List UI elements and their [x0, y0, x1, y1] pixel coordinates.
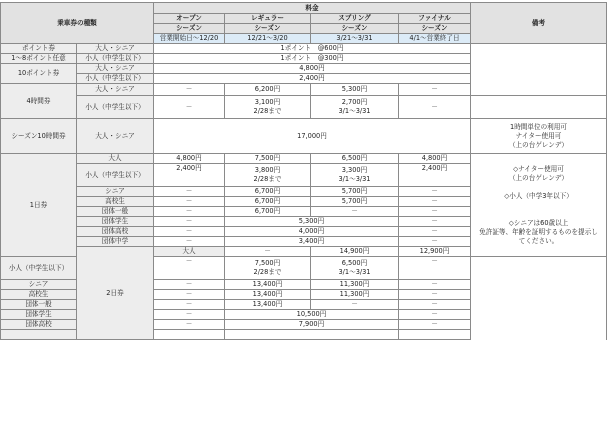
- header-remarks: 備考: [471, 3, 607, 44]
- point10-child-price: 2,400円: [154, 74, 471, 84]
- day1-adult-regular: 7,500円: [225, 154, 311, 164]
- hour4-child-final: －: [399, 96, 471, 119]
- day2-group-spring: －: [311, 300, 399, 310]
- day2-label: 2日券: [77, 247, 154, 340]
- hour4-child-regular-price: 3,100円: [254, 98, 281, 106]
- day2-group-high-label: 団体高校: [1, 320, 77, 330]
- point-remarks: [471, 44, 607, 96]
- point-adult-label: 大人・シニア: [77, 44, 154, 54]
- season-open-name: オープン: [154, 14, 225, 24]
- day2-cutoff-row: [1, 330, 77, 340]
- day1-note-3: ◇小人（中学3年以下）: [504, 191, 573, 200]
- point10-adult-price: 4,800円: [154, 64, 471, 74]
- season-final-dates: 4/1～営業終了日: [399, 34, 471, 44]
- day1-note-4: ◇シニアは60歳以上: [508, 218, 569, 227]
- season10h-price: 17,000円: [154, 119, 471, 154]
- day1-group-high-label: 団体高校: [77, 227, 154, 237]
- day2-group-open: －: [154, 300, 225, 310]
- hour4-adult-final: －: [399, 84, 471, 96]
- hour4-adult-spring: 5,300円: [311, 84, 399, 96]
- day2-adult-spring: 12,900円: [399, 247, 471, 257]
- hour4-label: 4時間券: [1, 84, 77, 119]
- day1-note-1: ◇ナイター使用可: [513, 164, 564, 173]
- header-ticket-type: 乗車券の種類: [1, 3, 154, 44]
- day1-note-2: （上の台ゲレンデ）: [508, 173, 569, 182]
- day2-group-high-open: －: [154, 320, 225, 330]
- point-adult-price: 1ポイント @600円: [154, 44, 471, 54]
- day1-group-label: 団体一般: [77, 207, 154, 217]
- day1-child-regular-price: 3,800円: [254, 166, 281, 174]
- point-child-label: 小人（中学生以下）: [77, 54, 154, 64]
- day2-child-spring: [311, 257, 399, 280]
- point10-child-label: 小人（中学生以下）: [77, 74, 154, 84]
- day1-high-regular: 6,700円: [225, 197, 311, 207]
- season-final-name: ファイナル: [399, 14, 471, 24]
- day1-child-spring-sub: 3/1～3/31: [338, 175, 371, 183]
- season-open-dates: 営業開始日～12/20: [154, 34, 225, 44]
- day1-group-final: －: [399, 207, 471, 217]
- day2-high-open: －: [154, 290, 225, 300]
- hour4-child-regular-sub: 2/28まで: [253, 107, 282, 115]
- hour4-child-spring: [311, 96, 399, 119]
- day1-group-high-price: 4,000円: [225, 227, 399, 237]
- day2-group-student-label: 団体学生: [1, 310, 77, 320]
- season10h-note-1: 1時間単位の利用可: [510, 122, 567, 131]
- day2-child-regular-sub: 2/28まで: [253, 268, 282, 276]
- season10h-note-3: （上の台ゲレンデ）: [508, 140, 569, 149]
- day1-group-high-final: －: [399, 227, 471, 237]
- season10h-note-2: ナイター使用可: [515, 131, 562, 140]
- point-label: ポイント券: [1, 44, 77, 54]
- day2-group-label: 団体一般: [1, 300, 77, 310]
- day2-adult-open: －: [225, 247, 311, 257]
- point10-remarks: [471, 96, 607, 119]
- day2-group-regular: 13,400円: [225, 300, 311, 310]
- day2-senior-label: シニア: [1, 280, 77, 290]
- header-price: 料金: [154, 3, 471, 14]
- day1-group-open: －: [154, 207, 225, 217]
- day1-senior-regular: 6,700円: [225, 187, 311, 197]
- season-spring-dates: 3/21～3/31: [311, 34, 399, 44]
- day1-group-student-final: －: [399, 217, 471, 227]
- day1-note-5: 免許証等、年齢を証明するものを提示し: [479, 227, 598, 236]
- day1-label: 1日券: [1, 154, 77, 257]
- hour4-adult-regular: 6,200円: [225, 84, 311, 96]
- day2-high-label: 高校生: [1, 290, 77, 300]
- day2-child-final: －: [399, 257, 471, 280]
- season-spring-name: スプリング: [311, 14, 399, 24]
- season-spring-line2: シーズン: [311, 24, 399, 34]
- day1-group-student-label: 団体学生: [77, 217, 154, 227]
- day2-adult-regular: 14,900円: [311, 247, 399, 257]
- day1-group-junior-open: －: [154, 237, 225, 247]
- day1-child-final: 2,400円: [399, 164, 471, 187]
- day2-group-high-final: －: [399, 320, 471, 330]
- point-child-price: 1ポイント @300円: [154, 54, 471, 64]
- day1-adult-open: 4,800円: [154, 154, 225, 164]
- season-regular-name: レギュラー: [225, 14, 311, 24]
- day1-high-open: －: [154, 197, 225, 207]
- day2-senior-spring: 11,300円: [311, 280, 399, 290]
- day1-group-junior-price: 3,400円: [225, 237, 399, 247]
- day1-child-regular: [225, 164, 311, 187]
- day2-child-regular-price: 7,500円: [254, 259, 281, 267]
- day1-child-open: 2,400円: [154, 164, 225, 187]
- season-regular-dates: 12/21～3/20: [225, 34, 311, 44]
- point10-label: 10ポイント券: [1, 64, 77, 84]
- season-regular-line2: シーズン: [225, 24, 311, 34]
- day2-group-high-price: 7,900円: [225, 320, 399, 330]
- day1-child-regular-sub: 2/28まで: [253, 175, 282, 183]
- day2-child-spring-price: 6,500円: [341, 259, 368, 267]
- day1-adult-final: 4,800円: [399, 154, 471, 164]
- day1-child-label: 小人（中学生以下）: [77, 164, 154, 187]
- day2-child-spring-sub: 3/1～3/31: [338, 268, 371, 276]
- day1-group-junior-label: 団体中学: [77, 237, 154, 247]
- day1-senior-final: －: [399, 187, 471, 197]
- day2-group-final: －: [399, 300, 471, 310]
- day2-child-regular: [225, 257, 311, 280]
- day1-note-6: てください。: [518, 236, 559, 245]
- day2-senior-open: －: [154, 280, 225, 290]
- hour4-child-spring-price: 2,700円: [341, 98, 368, 106]
- day2-senior-final: －: [399, 280, 471, 290]
- day1-group-student-price: 5,300円: [225, 217, 399, 227]
- day1-remarks: [471, 154, 607, 257]
- point-label-2: 1～8ポイント任意: [1, 54, 77, 64]
- season-open-line2: シーズン: [154, 24, 225, 34]
- hour4-child-label: 小人（中学生以下）: [77, 96, 154, 119]
- hour4-child-open: －: [154, 96, 225, 119]
- day2-group-student-price: 10,500円: [225, 310, 399, 320]
- season10h-remarks: [471, 119, 607, 154]
- day2-high-regular: 13,400円: [225, 290, 311, 300]
- point10-adult-label: 大人・シニア: [77, 64, 154, 74]
- day1-group-regular: 6,700円: [225, 207, 311, 217]
- day1-high-label: 高校生: [77, 197, 154, 207]
- day1-adult-spring: 6,500円: [311, 154, 399, 164]
- day2-high-final: －: [399, 290, 471, 300]
- season10h-label: シーズン10時間券: [1, 119, 77, 154]
- season-final-line2: シーズン: [399, 24, 471, 34]
- day1-group-spring: －: [311, 207, 399, 217]
- day2-group-student-final: －: [399, 310, 471, 320]
- hour4-adult-label: 大人・シニア: [77, 84, 154, 96]
- hour4-adult-open: －: [154, 84, 225, 96]
- hour4-child-spring-sub: 3/1～3/31: [338, 107, 371, 115]
- day1-group-student-open: －: [154, 217, 225, 227]
- hour4-child-regular: [225, 96, 311, 119]
- day1-high-final: －: [399, 197, 471, 207]
- day1-child-spring: [311, 164, 399, 187]
- day2-group-student-open: －: [154, 310, 225, 320]
- day2-child-label: 小人（中学生以下）: [1, 257, 77, 280]
- day2-child-open: －: [154, 257, 225, 280]
- day2-adult-label: 大人: [154, 247, 225, 257]
- day1-child-spring-price: 3,300円: [341, 166, 368, 174]
- day1-group-junior-final: －: [399, 237, 471, 247]
- day1-senior-open: －: [154, 187, 225, 197]
- day2-high-spring: 11,300円: [311, 290, 399, 300]
- season10h-adult-label: 大人・シニア: [77, 119, 154, 154]
- fare-table: [0, 2, 607, 340]
- day1-group-high-open: －: [154, 227, 225, 237]
- day1-senior-spring: 5,700円: [311, 187, 399, 197]
- day1-adult-label: 大人: [77, 154, 154, 164]
- day1-high-spring: 5,700円: [311, 197, 399, 207]
- day1-senior-label: シニア: [77, 187, 154, 197]
- day2-senior-regular: 13,400円: [225, 280, 311, 290]
